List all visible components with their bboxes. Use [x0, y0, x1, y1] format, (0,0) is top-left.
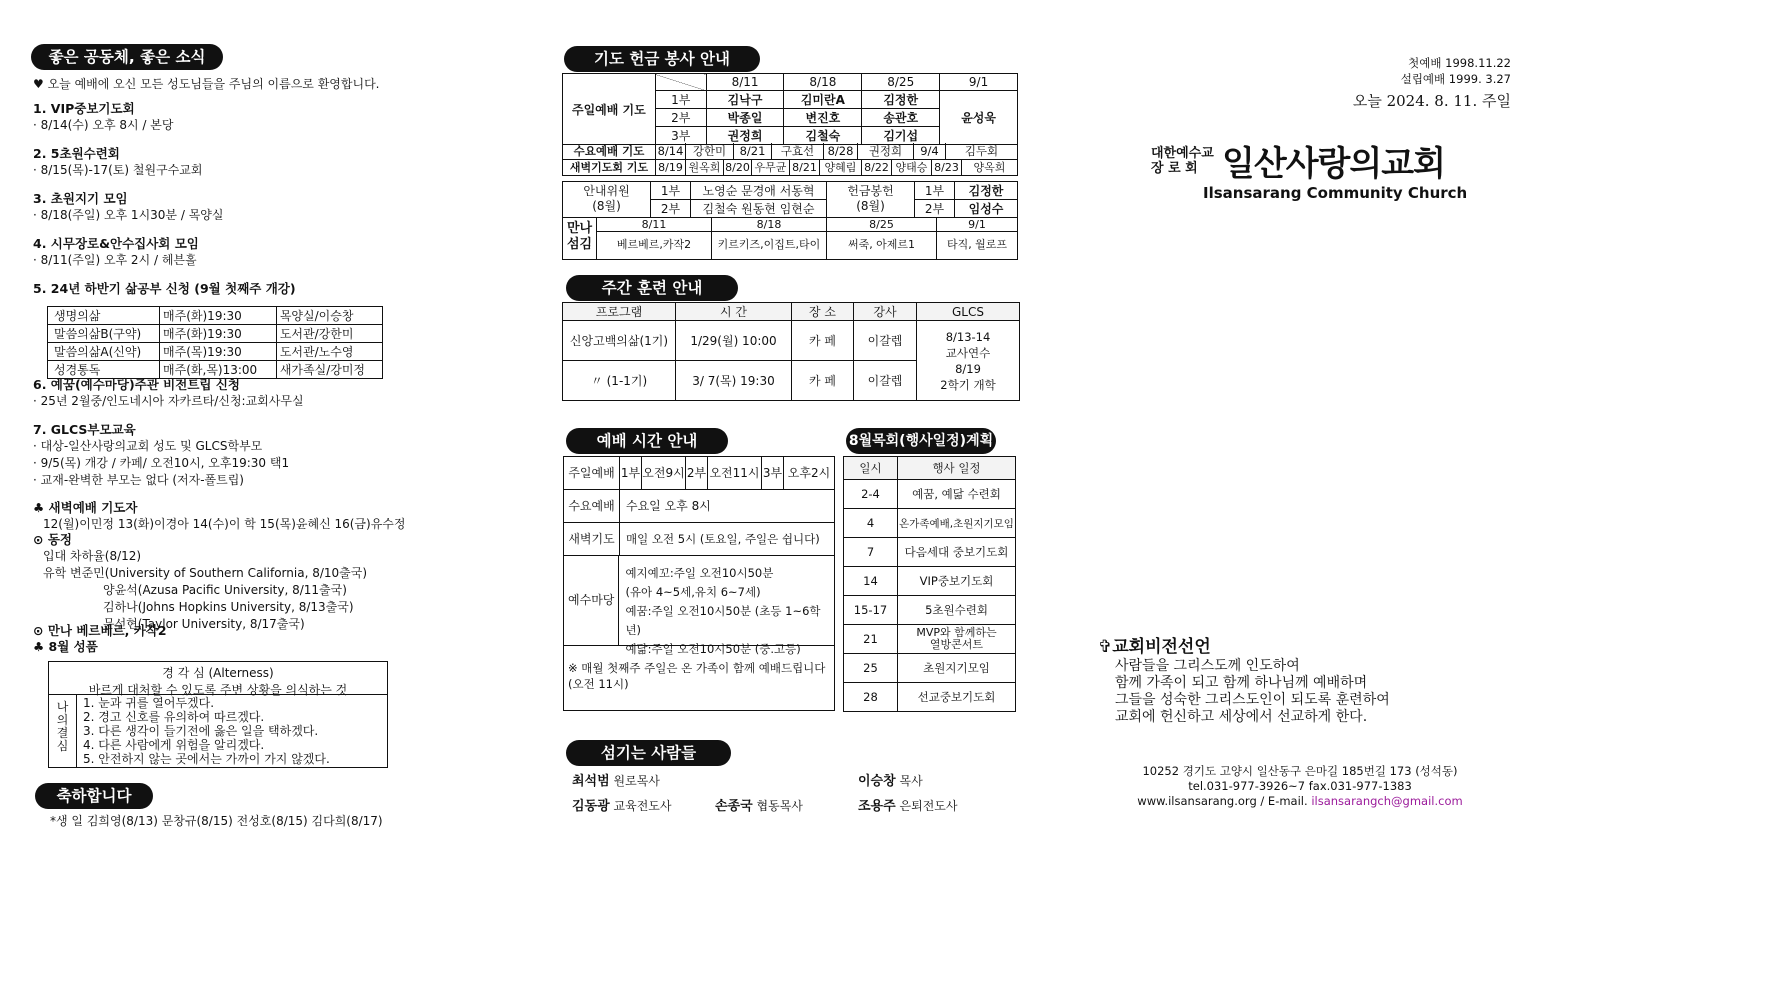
staff-1: 이승창 목사 [858, 774, 923, 789]
dawn-prayers: ♣ 새벽예배 기도자 12(월)이민정 13(화)이경아 14(수)이 학 15(목)윤혜신 16(금)유수정 [33, 500, 406, 531]
email-link[interactable]: ilsansarangch@gmail.com [1311, 794, 1463, 808]
aug-character: ♣ 8월 성품 [33, 639, 98, 654]
birthday-line: *생 일 김희영(8/13) 문창규(8/15) 전성호(8/15) 김다희(8/17) [50, 814, 383, 828]
denomination: 대한예수교 장 로 회 [1151, 146, 1214, 176]
manna-line: ⊙ 만나 베르베르, 카작2 [33, 623, 167, 638]
church-name: 일산사랑의교회 [1222, 144, 1445, 184]
news-item: 1. VIP중보기도회 · 8/14(수) 오후 8시 / 본당 [33, 101, 174, 132]
prayer-title: 기도 헌금 봉사 안내 [564, 46, 760, 72]
news-section: ⊙ 동정 입대 차하율(8/12) 유학 변준민(University of Southern California, 8/10출국) 양윤석(Azusa Pacific University, 8/11출국) 김하나(Johns Hopkins University, 8/13출국) 문선현(Taylor University, 8/17출국) [33, 532, 368, 631]
staff-title: 섬기는 사람들 [566, 740, 731, 766]
address: 10252 경기도 고양시 일산동구 은마길 185번길 173 (성석동) tel.031-977-3926~7 fax.031-977-1383 www.ilsansarang.org / E-mail. ilsansarangch@gmail.com [1137, 764, 1463, 808]
plan-title: 8월목회(행사일정)계획 [846, 428, 996, 454]
news-item: 3. 초원지기 모임 · 8/18(주일) 오후 1시30분 / 목양실 [33, 191, 224, 222]
news-item: 5. 24년 하반기 삶공부 신청 (9월 첫째주 개강) [33, 281, 296, 296]
decision-label: 나 의 결 심 [49, 695, 77, 767]
staff-0: 최석범 원로목사 [572, 774, 660, 789]
usher-box: 안내위원 (8월) 1부 2부 노영순 문경애 서동혁 김철숙 원동현 임현순 헌금봉헌 (8월) 1부 2부 김정한 임성수 만나 섬김 8/11 8/18 8/25 9/1 베르베르,카작2 키르키즈,이집트,타이 써죽, 아제르1 타직, 월로프 [562, 181, 1018, 260]
news-list [33, 99, 513, 297]
news-item: 4. 시무장로&안수집사회 모임 · 8/11(주일) 오후 2시 / 헤븐홀 [33, 236, 199, 267]
prayer-table: 주일예배 기도 8/11 8/18 8/25 9/1 1부 김낙구 김미란A 김정한 윤성욱 2부 박종일 변진호 송관호 3부 권정희 김철숙 김기섭 [562, 73, 1018, 145]
training-title: 주간 훈련 안내 [566, 275, 738, 301]
vision-title: ✞교회비전선언 [1098, 637, 1211, 657]
dawn-prayer-row: 새벽기도회 기도 8/19 원옥희 8/20 우무균 8/21 양혜림 8/22 양태승 8/23 양옥희 [562, 159, 1018, 176]
worship-time-title: 예배 시간 안내 [566, 428, 728, 454]
staff-3: 손종국 협동목사 [715, 799, 803, 814]
plan-table: 일시 행사 일정 2-4 예꿈, 예닮 수련회 4 온가족예배,초원지기모임 7 다음세대 중보기도회 14 VIP중보기도회 15-17 5초원수련회 21 MVP와 함께하는 열방콘서트 25 초원지기모임 28 선교중보기도회 [843, 456, 1016, 712]
training-table: 프로그램 시 간 장 소 강사 GLCS 신앙고백의삶(1기) 1/29(월) 10:00 카 페 이갈렙 8/13-14 교사연수 8/19 2학기 개학 〃 (1-1기) 3/ 7(목) 19:30 카 페 이갈렙 [562, 302, 1020, 401]
staff-2: 김동광 교육전도사 [572, 799, 672, 814]
character-box: 경 각 심 (Alterness) 바르게 대처할 수 있도록 주변 상황을 의식하는 것 나 의 결 심 1. 눈과 귀를 열어두겠다. 2. 경고 신호를 유의하여 따르겠다. 3. 다른 생각이 들기전에 옳은 일을 택하겠다. 4. 다른 사람에게 위험을 알리겠다. 5. 안전하지 않는 곳에서는 가까이 가지 않겠다. [48, 661, 388, 768]
congrats-title: 축하합니다 [35, 783, 153, 809]
study-table: 생명의삶 매주(화)19:30 목양실/이승창 말씀의삶B(구약) 매주(화)19:30 도서관/강한미 말씀의삶A(신약) 매주(목)19:30 도서관/노수영 성경통독 매주(화,목)13:00 새가족실/강미정 [47, 306, 383, 379]
news-item-7: 7. GLCS부모교육 · 대상-일산사랑의교회 성도 및 GLCS학부모 · 9/5(목) 개강 / 카페/ 오전10시, 오후19:30 택1 · 교재-완벽한 부모는 없다 (저자-폴트립) [33, 422, 290, 487]
church-name-en: Ilsansarang Community Church [1203, 184, 1468, 202]
worship-time-box: 주일예배 1부 오전9시 2부 오전11시 3부 오후2시 수요예배 수요일 오후 8시 새벽기도 매일 오전 5시 (토요일, 주일은 쉽니다) 예수마당 예지예꼬:주일 오전10시50분 (유아 4~5세,유치 6~7세) 예꿈:주일 오전10시50분 (초등 1~6학년) 예닮:주일 오전10시50분 (중.고등) ※ 매월 첫째주 주일은 온 가족이 함께 예배드립니다 (오전 11시) [563, 456, 835, 711]
worship-note: ※ 매월 첫째주 주일은 온 가족이 함께 예배드립니다 (오전 11시) [568, 661, 826, 691]
vision-lines: 사람들을 그리스도께 인도하여 함께 가족이 되고 함께 하나님께 예배하며 그들을 성숙한 그리스도인이 되도록 훈련하여 교회에 헌신하고 세상에서 선교하게 한다. [1115, 658, 1390, 725]
news-item: 2. 5초원수련회 · 8/15(목)-17(토) 철원구수교회 [33, 146, 203, 177]
wed-prayer-row: 수요예배 기도 8/14 강한미 8/21 구효선 8/28 권정희 9/4 김두회 [562, 143, 1018, 160]
news-item-6: 6. 예꿈(예수마당)주관 비전트립 신청 · 25년 2월중/인도네시아 자카르타/신청:교회사무실 [33, 377, 304, 408]
news-title: 좋은 공동체, 좋은 소식 [31, 44, 223, 70]
staff-4: 조용주 은퇴전도사 [858, 799, 958, 814]
today-date: 오늘 2024. 8. 11. 주일 [1352, 92, 1511, 110]
est-worship: 설립예배 1999. 3.27 [1400, 72, 1511, 86]
first-worship: 첫예배 1998.11.22 [1408, 56, 1511, 70]
welcome-text: ♥ 오늘 예배에 오신 모든 성도님들을 주님의 이름으로 환영합니다. [33, 77, 380, 91]
